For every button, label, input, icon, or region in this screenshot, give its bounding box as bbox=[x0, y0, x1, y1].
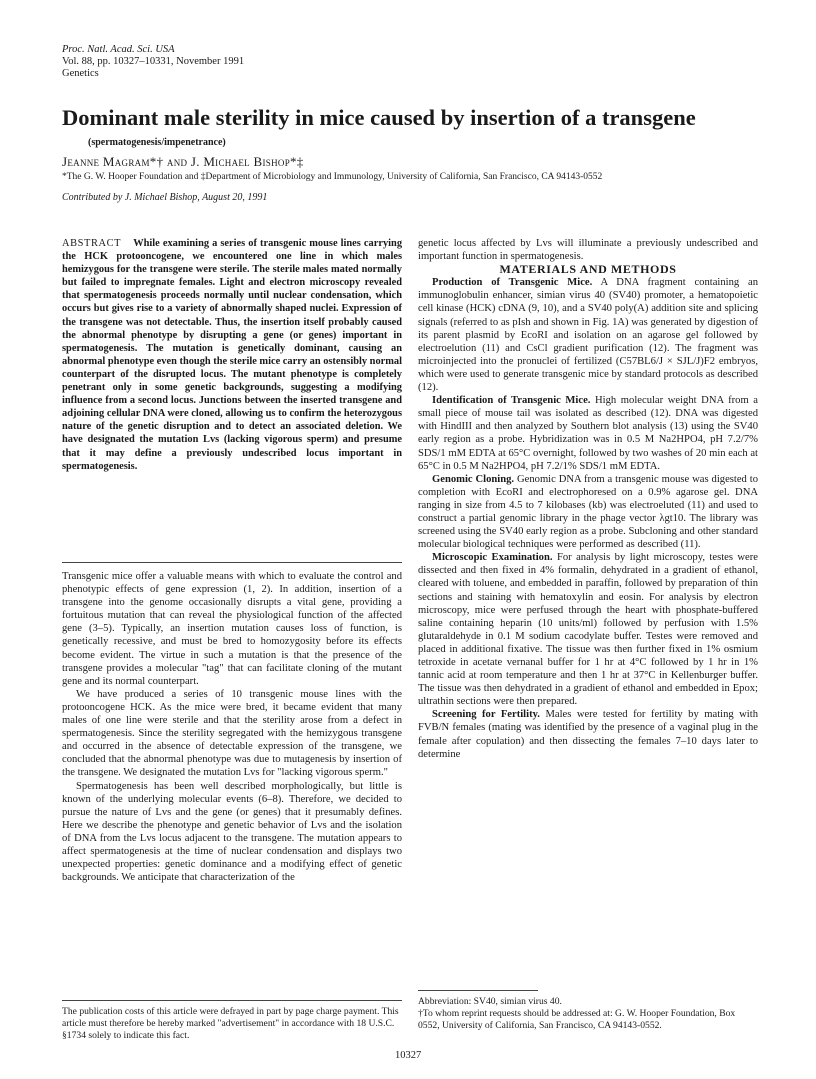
intro-paragraph-2: We have produced a series of 10 transgenic mouse lines with the protooncogene HCK. As the mice were bred, it became evident that many males of one line were sterile and that the sterility arose from a defect in spermatogenesis. Since the sterility segregated with the hemizygous transgene and occurred in the absence of detectable expression of the transgene, we concluded that the abnormal phenotype was due to mutagenesis by insertion of the transgene. We designated the mutation Lvs for "lacking vigorous sperm." bbox=[62, 688, 402, 779]
methods-paragraph bbox=[418, 551, 758, 708]
abbreviation-note: Abbreviation: SV40, simian virus 40. bbox=[418, 996, 562, 1007]
methods-text: For analysis by light microscopy, testes were dissected and then fixed in 4% formalin, dehydrated in a gradient of ethanol, cleared with toluene, and embedded in paraffin, followed by preparation of thin sections and staining with hematoxylin and eosin. For analysis by electron microscopy, mice were perfused through the heart with phosphate-buffered saline containing heparin (10 units/ml) followed by perfusion with 1.5% glutaraldehyde in 0.1 M sodium cacodylate buffer. Testes were removed and placed in additional fixative. The tissue was then further fixed in 1% osmium tetroxide in acetate vernanal buffer for 1 hr at 4°C followed by 1 hr in 1% tannic acid at room temperature and then 1 hr at 37°C in Kellenburger buffer. The tissue was then dehydrated in a gradient of ethanol and embedded in Epox; ultrathin sections were then prepared. bbox=[418, 552, 758, 708]
contributed-by: Contributed by J. Michael Bishop, August 20, 1991 bbox=[62, 192, 268, 203]
publication-note: The publication costs of this article were defrayed in part by page charge payment. This article must therefore be hereby marked "advertisement" in accordance with 18 U.S.C. §1734 solely to indicate this fact. bbox=[62, 1006, 399, 1041]
methods-paragraph bbox=[418, 276, 758, 394]
abstract-text: While examining a series of transgenic mouse lines carrying the HCK protooncogene, we encountered one line in which males hemizygous for the transgene were sterile. The sterile males mated normally but failed to impregnate females. Light and electron microscopy revealed that spermatogenesis proceeds normally until nuclear condensation, which occurs but gives rise to a variety of abnormally shaped nuclei. Expression of the transgene was not detectable. Thus, the insertion itself probably caused the abnormal phenotype by disrupting a gene (or genes) important in spermatogenesis. The mutation is genetically dominant, causing an abnormal phenotype even though the sterile mice carry an ostensibly normal counterpart of the disrupted locus. The mutant phenotype is completely penetrant only in some genetic backgrounds, suggesting a modifying influence from a second locus. Junctions between the inserted transgene and adjoining cellular DNA were cloned, allowing us to confirm the heterozygous nature of the genetic disruption and to detect an associated deletion. We have designated the mutation Lvs (lacking vigorous sperm) and presume that it may define a previously undescribed locus important in spermatogenesis. bbox=[62, 238, 403, 472]
methods-subheading: Production of Transgenic Mice. bbox=[432, 277, 593, 289]
intro-paragraph-1: Transgenic mice offer a valuable means with which to evaluate the control and phenotypic effects of gene expression (1, 2). In addition, insertion of a transgene into the genome occasionally disrupts a vital gene, providing a fortuitous mutation that can reveal the physiological function of the affected gene (3–5). Typically, an insertion mutation causes loss of function, is genetically recessive, and must be bred to homozygosity before its effects become evident. The virtue in such a mutation is that the presence of the transgene provides a molecular "tag" that can facilitate cloning of the mutant gene and its normal counterpart. bbox=[62, 571, 402, 687]
methods-subheading: Identification of Transgenic Mice. bbox=[432, 395, 591, 407]
intro-paragraph-3: Spermatogenesis has been well described morphologically, but little is known of the underlying molecular events (6–8). Therefore, we decided to pursue the nature of Lvs and the gene (or genes) that it presumably defines. Here we describe the phenotype and genetic behavior of Lvs and the isolation of DNA from the Lvs locus adjacent to the transgene. The mutation appears to affect spermatogenesis at the time of nuclear condensation and displays two unexpected properties: genetic dominance and a modifying effect of genetic backgrounds. We anticipate that characterization of the bbox=[62, 780, 402, 884]
page-number: 10327 bbox=[395, 1050, 422, 1061]
methods-paragraph bbox=[418, 473, 758, 552]
reprint-note: †To whom reprint requests should be addressed at: G. W. Hooper Foundation, Box 0552, University of California, San Francisco, CA 94143-0552. bbox=[418, 1008, 736, 1031]
methods-text: A DNA fragment containing an immunoglobulin enhancer, simian virus 40 (SV40) promoter, a hematopoietic cell kinase (HCK) cDNA (9, 10), and a SV40 poly(A) addition site and splicing signals (referred to as pIsh and shown in Fig. 1A) was generated by digestion of its parent plasmid by EcoRI and isolation on an agarose gel followed by electroelution (11) and CsCl gradient purification (12). The fragment was microinjected into the pronuclei of fertilized (C57BL6/J × SJL/J)F2 embryos, which were used to generate transgenic mice by standard protocols as described (12). bbox=[418, 277, 758, 394]
methods-subheading: Microscopic Examination. bbox=[432, 552, 553, 564]
journal-name: Proc. Natl. Acad. Sci. USA bbox=[62, 44, 175, 55]
methods-subheading: Screening for Fertility. bbox=[432, 709, 540, 721]
authors: Jeanne Magram*† and J. Michael Bishop*‡ bbox=[62, 154, 304, 169]
methods-paragraph bbox=[418, 708, 758, 760]
abstract-divider bbox=[62, 562, 402, 563]
introduction bbox=[62, 570, 402, 884]
footnotes bbox=[418, 996, 758, 1032]
journal-section: Genetics bbox=[62, 68, 99, 79]
publication-divider bbox=[62, 1000, 402, 1001]
methods-text: Males were tested for fertility by mating with FVB/N females (mating was identified by the presence of a vaginal plug in the female after copulation) and then dissecting the females 7–10 days later to determine bbox=[418, 709, 758, 760]
keywords: (spermatogenesis/impenetrance) bbox=[88, 137, 226, 148]
section-heading-methods: MATERIALS AND METHODS bbox=[499, 262, 677, 277]
journal-volume: Vol. 88, pp. 10327–10331, November 1991 bbox=[62, 56, 245, 67]
right-column bbox=[418, 237, 758, 761]
methods-paragraph bbox=[418, 394, 758, 473]
methods-text: Genomic DNA from a transgenic mouse was digested to completion with EcoRI and electrophoresed on a 0.9% agarose gel. DNA ranging in size from 4.5 to 7 kilobases (kb) was electroeluted (11) and used to construct a partial genomic library in the phage vector λgt10. The library was screened using the SV40 early region as a probe. Subcloning and other standard molecular biological techniques were performed as described (11). bbox=[418, 473, 758, 551]
abstract bbox=[62, 237, 402, 473]
intro-continuation: genetic locus affected by Lvs will illuminate a previously undescribed and important function in spermatogenesis. bbox=[418, 238, 758, 263]
journal-header bbox=[62, 44, 244, 80]
footnote-divider bbox=[418, 990, 538, 991]
paper-title: Dominant male sterility in mice caused by insertion of a transgene bbox=[62, 105, 696, 130]
abstract-label: ABSTRACT bbox=[62, 238, 122, 249]
methods-subheading: Genomic Cloning. bbox=[432, 473, 515, 485]
methods-text: High molecular weight DNA from a small piece of mouse tail was isolated as described (12). DNA was digested with HindIII and then analyzed by Southern blot analysis (13) using the SV40 early region as a probe. Hybridization was in 0.5 M Na2HPO4, pH 7.2/7% SDS/1 mM EDTA at 65°C overnight, followed by two washes of 20 min each at 65°C in 0.5 M Na2HPO4, pH 7.2/1% SDS/1 mM EDTA. bbox=[418, 395, 758, 472]
affiliation: *The G. W. Hooper Foundation and ‡Department of Microbiology and Immunology, University of California, San Francisco, CA 94143-0552 bbox=[62, 172, 603, 182]
